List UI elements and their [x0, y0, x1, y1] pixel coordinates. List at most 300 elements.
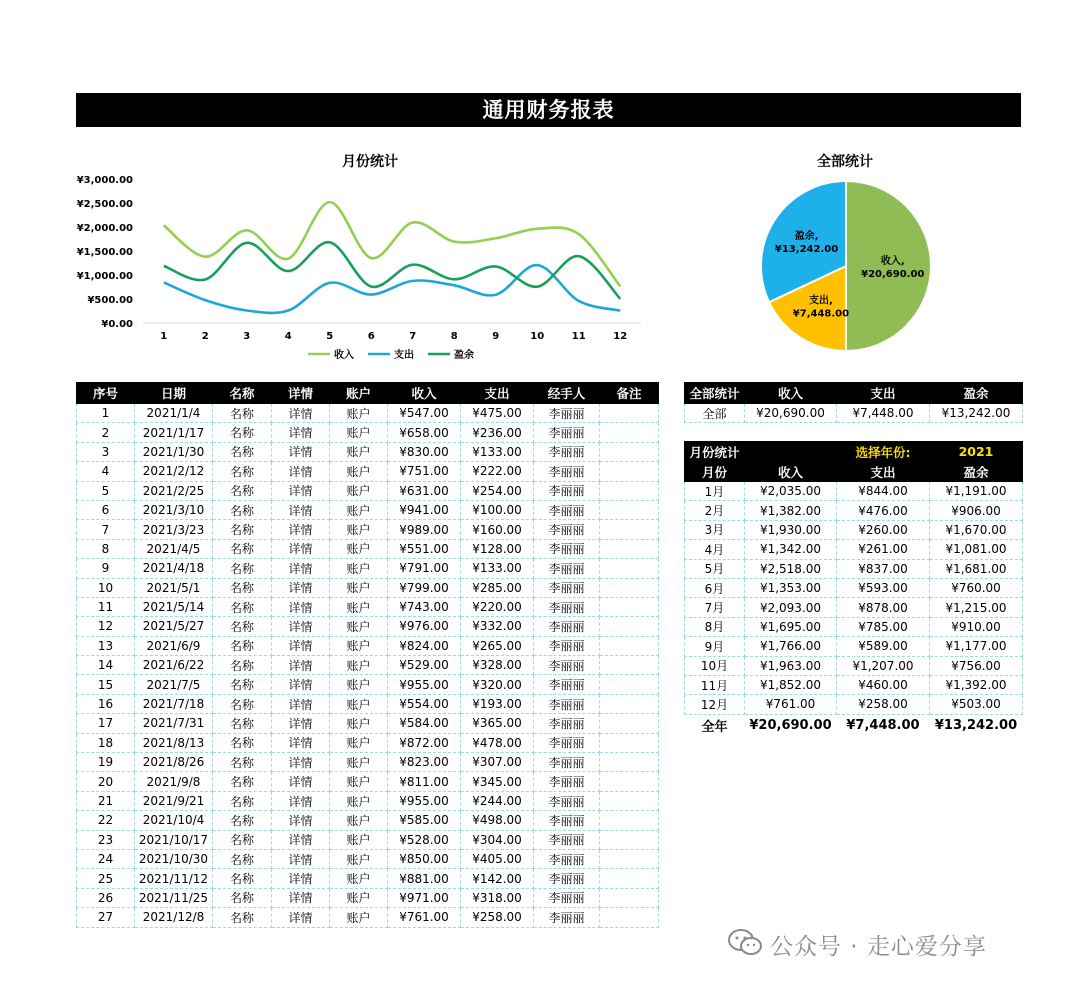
detail-cell-2: 名称 — [213, 694, 272, 713]
detail-cell-0: 3 — [77, 442, 135, 461]
detail-cell-8 — [600, 869, 659, 888]
detail-cell-6: ¥405.00 — [461, 849, 534, 868]
detail-cell-7: 李丽丽 — [534, 559, 600, 578]
detail-cell-3: 详情 — [272, 404, 330, 423]
table-row — [77, 500, 659, 519]
detail-cell-2: 名称 — [213, 733, 272, 752]
table-row — [77, 772, 659, 791]
monthly-cell-0: 12月 — [685, 695, 745, 714]
monthly-cell-0: 4月 — [685, 540, 745, 559]
detail-cell-3: 详情 — [272, 791, 330, 810]
detail-cell-8 — [600, 559, 659, 578]
detail-cell-4: 账户 — [330, 462, 388, 481]
monthly-cell-2: ¥258.00 — [837, 695, 930, 714]
detail-cell-2: 名称 — [213, 849, 272, 868]
detail-cell-1: 2021/5/27 — [135, 617, 213, 636]
detail-cell-6: ¥133.00 — [461, 559, 534, 578]
detail-cell-7: 李丽丽 — [534, 500, 600, 519]
detail-cell-0: 11 — [77, 597, 135, 616]
detail-cell-3: 详情 — [272, 520, 330, 539]
total-header-cell-2: 支出 — [837, 383, 930, 404]
detail-cell-7: 李丽丽 — [534, 753, 600, 772]
detail-cell-2: 名称 — [213, 559, 272, 578]
table-row — [77, 733, 659, 752]
detail-cell-6: ¥244.00 — [461, 791, 534, 810]
monthly-total-cell-1: ¥20,690.00 — [749, 717, 832, 733]
legend-label-2: 盈余 — [454, 350, 474, 361]
detail-cell-6: ¥128.00 — [461, 539, 534, 558]
table-row — [77, 908, 659, 927]
y-tick-label: ¥1,500.00 — [76, 247, 133, 258]
detail-cell-3: 详情 — [272, 442, 330, 461]
monthly-cell-1: ¥761.00 — [745, 695, 837, 714]
detail-cell-3: 详情 — [272, 849, 330, 868]
detail-cell-2: 名称 — [213, 830, 272, 849]
monthly-header-cell-3: 盈余 — [930, 462, 1023, 482]
monthly-cell-3: ¥1,392.00 — [930, 675, 1023, 694]
table-row — [685, 578, 1023, 597]
x-tick-label: 6 — [367, 331, 375, 342]
detail-cell-1: 2021/1/4 — [135, 404, 213, 423]
detail-cell-2: 名称 — [213, 791, 272, 810]
monthly-cell-3: ¥760.00 — [930, 578, 1023, 597]
detail-cell-3: 详情 — [272, 908, 330, 927]
table-row — [77, 539, 659, 558]
detail-cell-0: 1 — [77, 404, 135, 423]
detail-cell-0: 23 — [77, 830, 135, 849]
detail-cell-3: 详情 — [272, 888, 330, 907]
detail-cell-6: ¥236.00 — [461, 423, 534, 442]
detail-cell-8 — [600, 656, 659, 675]
detail-cell-0: 21 — [77, 791, 135, 810]
total-stats-table — [684, 382, 1023, 423]
detail-cell-4: 账户 — [330, 830, 388, 849]
detail-cell-4: 账户 — [330, 714, 388, 733]
detail-cell-8 — [600, 888, 659, 907]
detail-cell-1: 2021/5/14 — [135, 597, 213, 616]
detail-cell-6: ¥498.00 — [461, 811, 534, 830]
detail-cell-3: 详情 — [272, 772, 330, 791]
x-tick-label: 10 — [530, 331, 545, 342]
detail-cell-2: 名称 — [213, 617, 272, 636]
detail-cell-4: 账户 — [330, 442, 388, 461]
monthly-cell-2: ¥460.00 — [837, 675, 930, 694]
detail-cell-8 — [600, 694, 659, 713]
detail-cell-7: 李丽丽 — [534, 656, 600, 675]
detail-cell-6: ¥475.00 — [461, 404, 534, 423]
detail-cell-8 — [600, 617, 659, 636]
monthly-total-row — [685, 714, 1023, 736]
detail-cell-0: 15 — [77, 675, 135, 694]
detail-cell-2: 名称 — [213, 539, 272, 558]
detail-cell-3: 详情 — [272, 869, 330, 888]
detail-cell-2: 名称 — [213, 404, 272, 423]
detail-cell-6: ¥265.00 — [461, 636, 534, 655]
monthly-cell-1: ¥2,093.00 — [745, 598, 837, 617]
detail-cell-0: 10 — [77, 578, 135, 597]
year-select-label: 选择年份: — [837, 442, 930, 462]
detail-cell-4: 账户 — [330, 675, 388, 694]
detail-cell-4: 账户 — [330, 404, 388, 423]
detail-cell-7: 李丽丽 — [534, 811, 600, 830]
table-row — [77, 481, 659, 500]
detail-header-cell-6: 支出 — [461, 383, 534, 404]
monthly-cell-0: 5月 — [685, 559, 745, 578]
total-cell-2: ¥7,448.00 — [837, 404, 930, 423]
detail-cell-7: 李丽丽 — [534, 908, 600, 927]
detail-cell-6: ¥133.00 — [461, 442, 534, 461]
x-tick-label: 12 — [613, 331, 628, 342]
detail-cell-1: 2021/2/25 — [135, 481, 213, 500]
detail-cell-7: 李丽丽 — [534, 442, 600, 461]
table-row — [77, 636, 659, 655]
detail-header-cell-3: 详情 — [272, 383, 330, 404]
monthly-cell-1: ¥2,035.00 — [745, 482, 837, 501]
detail-header-cell-5: 收入 — [388, 383, 461, 404]
detail-cell-8 — [600, 772, 659, 791]
detail-cell-5: ¥989.00 — [388, 520, 461, 539]
detail-cell-1: 2021/3/10 — [135, 500, 213, 519]
detail-cell-4: 账户 — [330, 597, 388, 616]
monthly-cell-3: ¥1,177.00 — [930, 637, 1023, 656]
table-row — [77, 520, 659, 539]
detail-cell-6: ¥160.00 — [461, 520, 534, 539]
detail-cell-8 — [600, 908, 659, 927]
detail-cell-0: 26 — [77, 888, 135, 907]
monthly-cell-3: ¥1,081.00 — [930, 540, 1023, 559]
detail-cell-4: 账户 — [330, 733, 388, 752]
detail-cell-8 — [600, 481, 659, 500]
detail-cell-1: 2021/3/23 — [135, 520, 213, 539]
monthly-cell-2: ¥476.00 — [837, 501, 930, 520]
detail-cell-4: 账户 — [330, 423, 388, 442]
detail-header-row — [77, 383, 659, 404]
y-tick-label: ¥3,000.00 — [76, 175, 133, 186]
detail-cell-2: 名称 — [213, 869, 272, 888]
detail-cell-6: ¥304.00 — [461, 830, 534, 849]
detail-cell-2: 名称 — [213, 500, 272, 519]
detail-cell-3: 详情 — [272, 733, 330, 752]
table-row — [685, 656, 1023, 675]
detail-cell-8 — [600, 578, 659, 597]
detail-cell-7: 李丽丽 — [534, 888, 600, 907]
detail-cell-7: 李丽丽 — [534, 849, 600, 868]
detail-cell-6: ¥193.00 — [461, 694, 534, 713]
detail-cell-8 — [600, 753, 659, 772]
report-title: 通用财务报表 — [76, 93, 1021, 127]
detail-cell-4: 账户 — [330, 559, 388, 578]
detail-cell-4: 账户 — [330, 908, 388, 927]
detail-cell-3: 详情 — [272, 753, 330, 772]
table-row — [77, 559, 659, 578]
detail-cell-4: 账户 — [330, 578, 388, 597]
detail-cell-0: 9 — [77, 559, 135, 578]
monthly-cell-3: ¥1,681.00 — [930, 559, 1023, 578]
table-row — [685, 675, 1023, 694]
table-row — [77, 849, 659, 868]
detail-cell-6: ¥220.00 — [461, 597, 534, 616]
table-row — [685, 540, 1023, 559]
monthly-cell-2: ¥844.00 — [837, 482, 930, 501]
table-row — [685, 617, 1023, 636]
detail-cell-7: 李丽丽 — [534, 714, 600, 733]
monthly-cell-1: ¥1,353.00 — [745, 578, 837, 597]
detail-cell-4: 账户 — [330, 811, 388, 830]
line-chart-title: 月份统计 — [342, 154, 398, 170]
monthly-cell-1: ¥1,930.00 — [745, 520, 837, 539]
x-tick-label: 3 — [243, 331, 251, 342]
detail-cell-6: ¥365.00 — [461, 714, 534, 733]
detail-cell-4: 账户 — [330, 656, 388, 675]
table-row — [685, 520, 1023, 539]
total-cell-3: ¥13,242.00 — [930, 404, 1023, 423]
detail-cell-5: ¥955.00 — [388, 675, 461, 694]
pie-label-value-0: ¥20,690.00 — [861, 269, 925, 280]
detail-cell-5: ¥799.00 — [388, 578, 461, 597]
detail-cell-3: 详情 — [272, 423, 330, 442]
detail-cell-8 — [600, 733, 659, 752]
table-row — [77, 811, 659, 830]
monthly-cell-2: ¥1,207.00 — [837, 656, 930, 675]
y-tick-label: ¥2,000.00 — [76, 223, 133, 234]
detail-cell-1: 2021/4/18 — [135, 559, 213, 578]
detail-cell-2: 名称 — [213, 888, 272, 907]
detail-cell-3: 详情 — [272, 597, 330, 616]
detail-cell-3: 详情 — [272, 811, 330, 830]
detail-cell-7: 李丽丽 — [534, 617, 600, 636]
detail-cell-2: 名称 — [213, 423, 272, 442]
monthly-cell-3: ¥910.00 — [930, 617, 1023, 636]
monthly-cell-1: ¥1,852.00 — [745, 675, 837, 694]
detail-cell-8 — [600, 811, 659, 830]
pie-label-value-2: ¥13,242.00 — [774, 243, 839, 255]
detail-cell-1: 2021/2/12 — [135, 462, 213, 481]
monthly-cell-2: ¥260.00 — [837, 520, 930, 539]
detail-cell-1: 2021/10/17 — [135, 830, 213, 849]
monthly-cell-1: ¥1,695.00 — [745, 617, 837, 636]
detail-cell-6: ¥258.00 — [461, 908, 534, 927]
legend-label-0: 收入 — [334, 350, 354, 361]
detail-cell-6: ¥142.00 — [461, 869, 534, 888]
detail-cell-2: 名称 — [213, 597, 272, 616]
detail-cell-8 — [600, 442, 659, 461]
detail-cell-7: 李丽丽 — [534, 423, 600, 442]
monthly-cell-3: ¥756.00 — [930, 656, 1023, 675]
monthly-cell-0: 6月 — [685, 578, 745, 597]
detail-header-cell-1: 日期 — [135, 383, 213, 404]
detail-cell-3: 详情 — [272, 481, 330, 500]
x-tick-label: 7 — [409, 331, 417, 342]
detail-cell-6: ¥332.00 — [461, 617, 534, 636]
detail-cell-7: 李丽丽 — [534, 694, 600, 713]
detail-cell-6: ¥254.00 — [461, 481, 534, 500]
detail-cell-3: 详情 — [272, 636, 330, 655]
detail-cell-2: 名称 — [213, 908, 272, 927]
total-row — [685, 404, 1023, 423]
detail-cell-3: 详情 — [272, 617, 330, 636]
detail-cell-1: 2021/8/13 — [135, 733, 213, 752]
detail-cell-0: 27 — [77, 908, 135, 927]
detail-cell-7: 李丽丽 — [534, 733, 600, 752]
detail-cell-0: 22 — [77, 811, 135, 830]
detail-cell-2: 名称 — [213, 656, 272, 675]
detail-cell-7: 李丽丽 — [534, 520, 600, 539]
monthly-cell-3: ¥1,215.00 — [930, 598, 1023, 617]
detail-cell-4: 账户 — [330, 539, 388, 558]
detail-cell-7: 李丽丽 — [534, 481, 600, 500]
detail-cell-1: 2021/4/5 — [135, 539, 213, 558]
monthly-cell-0: 8月 — [685, 617, 745, 636]
table-row — [685, 695, 1023, 714]
detail-cell-3: 详情 — [272, 656, 330, 675]
table-row — [77, 404, 659, 423]
detail-cell-3: 详情 — [272, 500, 330, 519]
detail-cell-7: 李丽丽 — [534, 404, 600, 423]
detail-cell-4: 账户 — [330, 500, 388, 519]
detail-cell-4: 账户 — [330, 520, 388, 539]
detail-cell-4: 账户 — [330, 481, 388, 500]
table-row — [77, 714, 659, 733]
detail-cell-6: ¥307.00 — [461, 753, 534, 772]
detail-cell-7: 李丽丽 — [534, 675, 600, 694]
detail-cell-0: 17 — [77, 714, 135, 733]
detail-cell-7: 李丽丽 — [534, 597, 600, 616]
monthly-cell-2: ¥261.00 — [837, 540, 930, 559]
table-row — [77, 442, 659, 461]
detail-cell-4: 账户 — [330, 617, 388, 636]
monthly-cell-0: 11月 — [685, 675, 745, 694]
detail-cell-5: ¥824.00 — [388, 636, 461, 655]
detail-header-cell-8: 备注 — [600, 383, 659, 404]
detail-cell-6: ¥318.00 — [461, 888, 534, 907]
total-cell-0: 全部 — [685, 404, 745, 423]
detail-cell-0: 24 — [77, 849, 135, 868]
monthly-header-cell-1: 收入 — [745, 462, 837, 482]
detail-cell-5: ¥976.00 — [388, 617, 461, 636]
total-header-row — [685, 383, 1023, 404]
detail-cell-4: 账户 — [330, 849, 388, 868]
table-row — [77, 888, 659, 907]
monthly-total-cell-0: 全年 — [701, 719, 728, 735]
detail-cell-7: 李丽丽 — [534, 869, 600, 888]
detail-cell-0: 25 — [77, 869, 135, 888]
detail-cell-8 — [600, 849, 659, 868]
table-row — [685, 482, 1023, 501]
pie-label-name-2: 盈余, — [794, 230, 819, 242]
x-tick-label: 5 — [326, 331, 334, 342]
table-row — [77, 830, 659, 849]
series-line-1 — [164, 265, 621, 313]
monthly-cell-2: ¥589.00 — [837, 637, 930, 656]
detail-cell-6: ¥328.00 — [461, 656, 534, 675]
y-tick-label: ¥1,000.00 — [76, 271, 133, 282]
table-row — [77, 675, 659, 694]
detail-cell-1: 2021/11/25 — [135, 888, 213, 907]
y-tick-label: ¥500.00 — [87, 295, 133, 306]
detail-cell-1: 2021/7/31 — [135, 714, 213, 733]
detail-cell-7: 李丽丽 — [534, 791, 600, 810]
detail-cell-8 — [600, 830, 659, 849]
x-tick-label: 2 — [201, 331, 209, 342]
detail-cell-7: 李丽丽 — [534, 636, 600, 655]
detail-cell-8 — [600, 423, 659, 442]
detail-cell-5: ¥830.00 — [388, 442, 461, 461]
detail-cell-3: 详情 — [272, 559, 330, 578]
detail-cell-0: 8 — [77, 539, 135, 558]
detail-cell-0: 14 — [77, 656, 135, 675]
detail-cell-5: ¥941.00 — [388, 500, 461, 519]
monthly-total-cell-3: ¥13,242.00 — [934, 717, 1018, 733]
monthly-header-row — [685, 462, 1023, 482]
detail-cell-0: 2 — [77, 423, 135, 442]
monthly-cell-2: ¥878.00 — [837, 598, 930, 617]
monthly-cell-0: 7月 — [685, 598, 745, 617]
pie-label-name-0: 收入, — [880, 256, 905, 267]
detail-cell-0: 4 — [77, 462, 135, 481]
total-header-cell-0: 全部统计 — [685, 383, 745, 404]
detail-cell-7: 李丽丽 — [534, 772, 600, 791]
detail-cell-5: ¥584.00 — [388, 714, 461, 733]
detail-cell-8 — [600, 500, 659, 519]
detail-cell-1: 2021/9/21 — [135, 791, 213, 810]
table-row — [77, 462, 659, 481]
detail-cell-8 — [600, 636, 659, 655]
monthly-cell-1: ¥1,766.00 — [745, 637, 837, 656]
series-line-2 — [164, 242, 621, 299]
detail-cell-2: 名称 — [213, 462, 272, 481]
detail-cell-0: 19 — [77, 753, 135, 772]
detail-cell-5: ¥823.00 — [388, 753, 461, 772]
detail-cell-4: 账户 — [330, 869, 388, 888]
pie-chart-title: 全部统计 — [817, 154, 873, 170]
monthly-cell-3: ¥906.00 — [930, 501, 1023, 520]
detail-cell-2: 名称 — [213, 442, 272, 461]
detail-cell-1: 2021/7/18 — [135, 694, 213, 713]
total-cell-1: ¥20,690.00 — [745, 404, 837, 423]
detail-cell-8 — [600, 520, 659, 539]
detail-cell-1: 2021/10/4 — [135, 811, 213, 830]
detail-header-cell-4: 账户 — [330, 383, 388, 404]
detail-cell-0: 13 — [77, 636, 135, 655]
detail-cell-2: 名称 — [213, 578, 272, 597]
detail-cell-5: ¥811.00 — [388, 772, 461, 791]
detail-cell-0: 7 — [77, 520, 135, 539]
monthly-stats-table — [684, 441, 1023, 736]
detail-cell-5: ¥761.00 — [388, 908, 461, 927]
year-select[interactable]: 2021 — [930, 442, 1023, 462]
detail-cell-7: 李丽丽 — [534, 830, 600, 849]
wechat-icon — [727, 928, 763, 958]
x-tick-label: 1 — [160, 331, 168, 342]
table-row — [77, 869, 659, 888]
table-row — [77, 694, 659, 713]
monthly-cell-2: ¥837.00 — [837, 559, 930, 578]
detail-cell-5: ¥850.00 — [388, 849, 461, 868]
detail-cell-2: 名称 — [213, 675, 272, 694]
monthly-cell-0: 3月 — [685, 520, 745, 539]
detail-cell-2: 名称 — [213, 772, 272, 791]
monthly-total-cell-2: ¥7,448.00 — [846, 717, 920, 733]
detail-cell-2: 名称 — [213, 636, 272, 655]
detail-cell-8 — [600, 675, 659, 694]
detail-cell-4: 账户 — [330, 694, 388, 713]
blank-cell — [745, 442, 837, 462]
table-row — [77, 791, 659, 810]
detail-cell-8 — [600, 597, 659, 616]
total-header-cell-3: 盈余 — [930, 383, 1023, 404]
monthly-cell-0: 2月 — [685, 501, 745, 520]
detail-cell-0: 16 — [77, 694, 135, 713]
